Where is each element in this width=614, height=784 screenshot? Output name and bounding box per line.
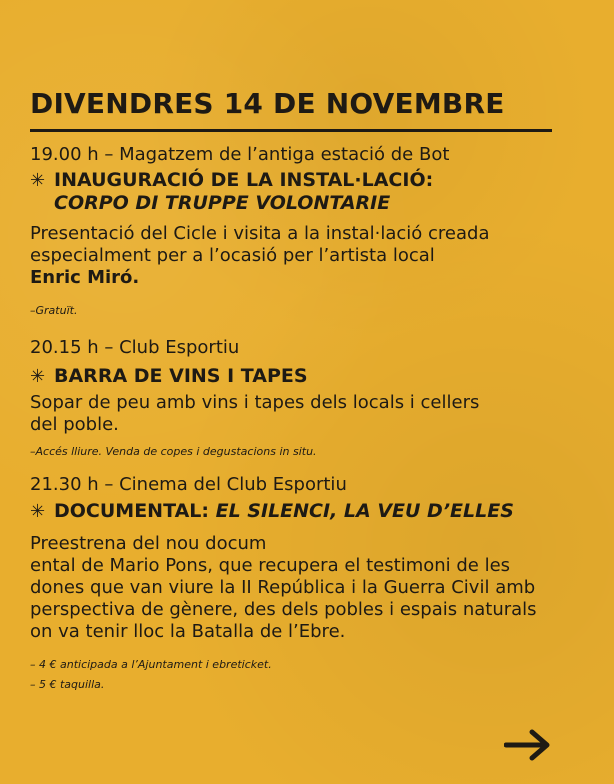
description-line: perspectiva de gènere, des dels pobles i espais naturals	[30, 599, 537, 620]
event-description	[30, 533, 590, 643]
event-barra-vins	[30, 337, 590, 460]
description-line: especialment per a l’ocasió per l’artista local	[30, 245, 435, 266]
event-documental	[30, 474, 590, 693]
asterisk-icon: ✳	[30, 366, 46, 387]
asterisk-icon: ✳	[30, 501, 46, 522]
description-line: Sopar de peu amb vins i tapes dels locals i cellers	[30, 392, 480, 413]
event-title	[30, 365, 590, 388]
event-title-prefix: DOCUMENTAL:	[54, 500, 209, 522]
description-line: on va tenir lloc la Batalla de l’Ebre.	[30, 621, 346, 642]
event-price-note: – 5 € taquilla.	[30, 678, 105, 691]
artist-name: Enric Miró.	[30, 267, 140, 288]
asterisk-icon: ✳	[30, 170, 46, 191]
description-line: del poble.	[30, 414, 119, 435]
event-title-line: BARRA DE VINS I TAPES	[54, 365, 308, 387]
event-title	[30, 169, 590, 215]
event-time: 19.00 h – Magatzem de l’antiga estació de Bot	[30, 144, 450, 165]
event-price-note: –Gratuït.	[30, 304, 78, 317]
event-title	[30, 500, 590, 523]
description-line: Preestrena del nou docum	[30, 533, 267, 554]
event-description	[30, 223, 590, 289]
event-subtitle: CORPO DI TRUPPE VOLONTARIE	[54, 192, 391, 214]
event-inauguracio	[30, 144, 590, 319]
arrow-right-icon[interactable]	[504, 728, 552, 762]
event-time: 21.30 h – Cinema del Club Esportiu	[30, 474, 347, 495]
description-line	[30, 267, 590, 289]
event-title-line	[54, 500, 514, 523]
program-page	[30, 86, 590, 693]
description-line: dones que van viure la II República i la Guerra Civil amb	[30, 577, 536, 598]
event-price-note: – 4 € anticipada a l’Ajuntament i ebreticket.	[30, 658, 272, 671]
event-time: 20.15 h – Club Esportiu	[30, 337, 240, 358]
event-description	[30, 392, 590, 436]
event-title-line: INAUGURACIÓ DE LA INSTAL·LACIÓ:	[54, 169, 434, 191]
title-divider	[30, 129, 552, 132]
description-line: ental de Mario Pons, que recupera el testimoni de les	[30, 555, 511, 576]
page-title: DIVENDRES 14 DE NOVEMBRE	[30, 87, 505, 120]
description-line: Presentació del Cicle i visita a la instal·lació creada	[30, 223, 490, 244]
event-subtitle: EL SILENCI, LA VEU D’ELLES	[215, 500, 514, 522]
event-price-note: –Accés lliure. Venda de copes i degustacions in situ.	[30, 445, 317, 458]
